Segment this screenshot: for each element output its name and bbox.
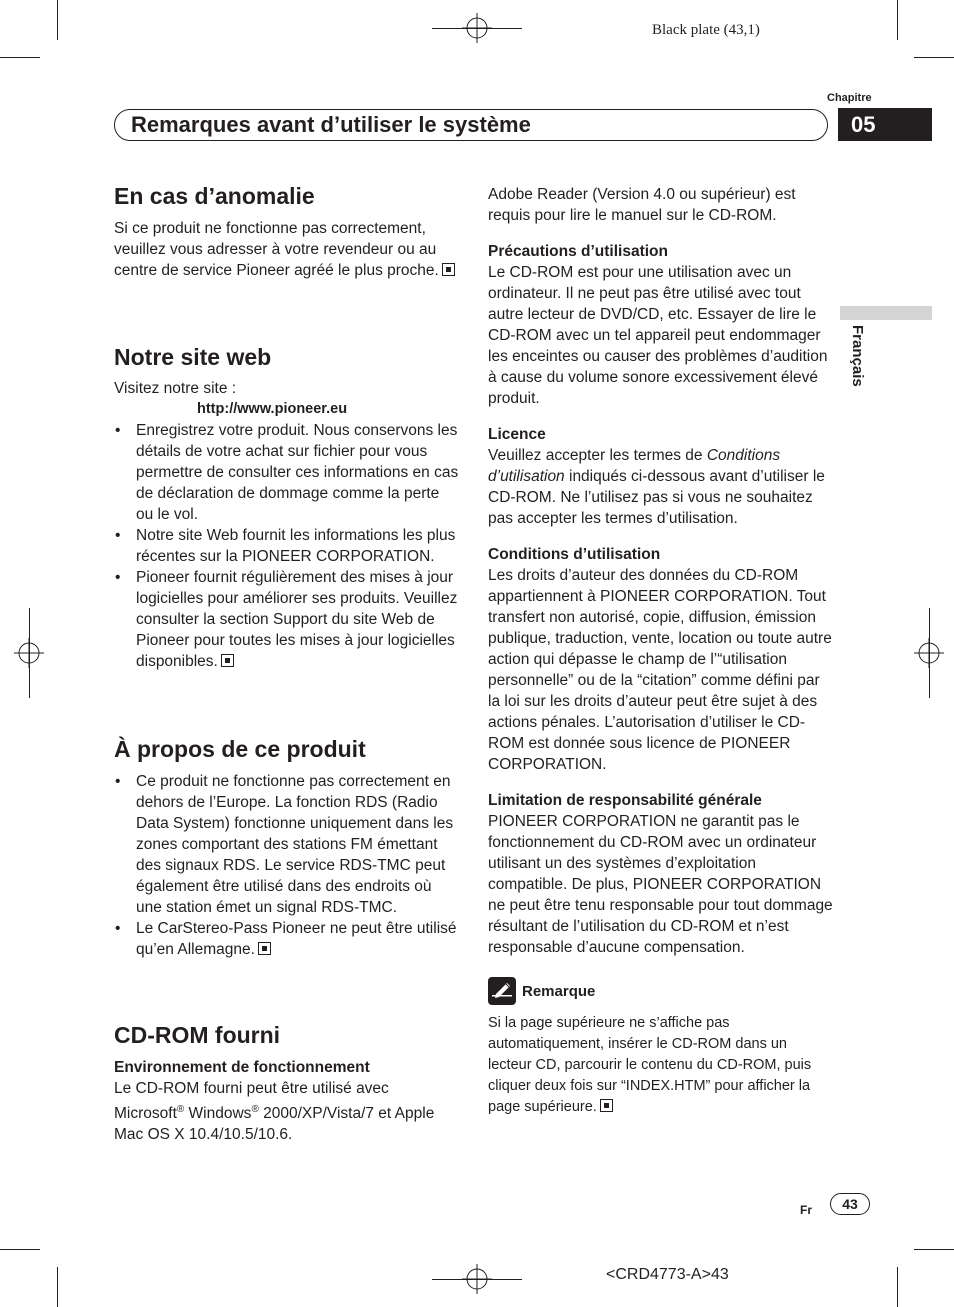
crop-mark: [57, 1267, 58, 1307]
list-item: • Notre site Web fournit les informations les plus récentes sur la PIONEER CORPORATION.: [114, 525, 459, 567]
crop-mark: [914, 1249, 954, 1250]
section-site: [114, 343, 459, 672]
text-part: Veuillez accepter les termes de: [488, 447, 707, 464]
section-title: En cas d’anomalie: [114, 183, 315, 209]
site-url-link[interactable]: http://www.pioneer.eu: [197, 401, 348, 417]
language-tab: [840, 306, 932, 320]
crop-mark: [897, 0, 898, 40]
text-part: Windows: [184, 1105, 252, 1123]
registration-line: [29, 608, 30, 698]
registered-mark: ®: [251, 1104, 259, 1115]
crop-mark: [897, 1267, 898, 1307]
subsection-title: Limitation de responsabilité générale: [488, 792, 762, 809]
paragraph: Le CD-ROM est pour une utilisation avec un ordinateur. Il ne peut pas être utilisé avec tout autre lecteur de DVD/CD, etc. Essayer de lire le CD-ROM avec un tel appareil peut endommager les enceintes ou causer des problèmes d’audition à cause du volume sonore excessivement élevé produit.: [488, 264, 828, 407]
paragraph-text: Si ce produit ne fonctionne pas correctement, veuillez vous adresser à votre revendeur ou au centre de service Pioneer agréé le plus proche.: [114, 220, 439, 279]
end-mark-icon: [258, 942, 271, 955]
note-title: Remarque: [522, 982, 596, 1000]
paragraph: [114, 1078, 459, 1145]
crop-mark: [0, 57, 40, 58]
subsection-title: Environnement de fonctionnement: [114, 1059, 370, 1076]
section-anomalie: [114, 182, 459, 281]
registration-line: [432, 1279, 522, 1280]
end-mark-icon: [442, 263, 455, 276]
subsection-title: Précautions d’utilisation: [488, 243, 668, 260]
section-title: CD-ROM fourni: [114, 1022, 281, 1048]
section-cdrom: [114, 1021, 459, 1145]
list-item: [114, 918, 459, 960]
section-title: À propos de ce produit: [114, 736, 366, 762]
paragraph: [488, 445, 833, 529]
paragraph: [114, 218, 459, 281]
paragraph: Les droits d’auteur des données du CD-ROM appartiennent à PIONEER CORPORATION. Tout transfert non autorisé, copie, diffusion, émission publique, traduction, vente, location ou toute autre action qui dépasse le champ de l’“utilisation personnelle” ou de la “citation” comme défini par la loi sur les droits d’auteur peut être sujet à des actions pénales. L’autorisation d’utiliser le CD-ROM est donnée sous licence de PIONEER CORPORATION.: [488, 567, 832, 773]
list-item: [114, 567, 459, 672]
subsection-title: Licence: [488, 426, 546, 443]
list-item-text: Pioneer fournit régulièrement des mises à jour logicielles pour améliorer ses produits. Veuillez consulter la section Support du site Web de Pioneer pour toutes les mises à jour logicielles disponibles.: [136, 569, 458, 670]
registration-line: [929, 608, 930, 698]
text-part: Le CD-ROM fourni peut être utilisé avec Microsoft: [114, 1080, 389, 1123]
registration-line: [432, 28, 522, 29]
list-item: • Enregistrez votre produit. Nous conservons les détails de votre achat sur fichier pour vous permettre de consulter ces informations en cas de déclaration de dommage comme la perte ou le vol.: [114, 420, 459, 525]
chapter-number: 05: [838, 108, 932, 141]
note-paragraph: [488, 1013, 833, 1118]
site-intro: Visitez notre site :: [114, 380, 237, 397]
crop-mark: [57, 0, 58, 40]
right-column: [488, 184, 833, 1118]
crop-mark: [0, 1249, 40, 1250]
section-produit: [114, 735, 459, 960]
registered-mark: ®: [176, 1104, 185, 1115]
paragraph: PIONEER CORPORATION ne garantit pas le fonctionnement du CD-ROM avec un ordinateur utilisant un des systèmes d’exploitation compatible. De plus, PIONEER CORPORATION ne peut être tenu responsable pour tout dommage résultant de l’utilisation du CD-ROM et n’est responsable d’aucune compensation.: [488, 813, 833, 956]
language-label-wrap: [835, 325, 875, 405]
paragraph: Adobe Reader (Version 4.0 ou supérieur) est requis pour lire le manuel sur le CD-ROM.: [488, 186, 796, 224]
section-title: Notre site web: [114, 344, 272, 370]
pencil-note-icon: [488, 977, 516, 1005]
subsection-title: Conditions d’utilisation: [488, 546, 661, 563]
plate-label: Black plate (43,1): [652, 22, 760, 38]
note-header: [488, 977, 833, 1005]
end-mark-icon: [221, 654, 234, 667]
language-label: Français: [849, 325, 866, 387]
list-item-text: Le CarStereo-Pass Pioneer ne peut être utilisé qu’en Allemagne.: [136, 920, 457, 958]
text-italic: Conditions d’utilisation: [488, 447, 781, 485]
list-item: • Ce produit ne fonctionne pas correctement en dehors de l’Europe. La fonction RDS (Radio Data System) fonctionne uniquement dans les zones comportant des stations FM émettant des signaux RDS. Le service RDS-TMC peut également être utilisé dans des endroits où une station émet un signal RDS-TMC.: [114, 771, 459, 918]
text-part: indiqués ci-dessous avant d’utiliser le CD-ROM. Ne l’utilisez pas si vous ne souhaitez pas accepter les termes d’utilisation.: [488, 468, 825, 527]
page-number: 43: [830, 1193, 870, 1215]
end-mark-icon: [600, 1099, 613, 1112]
document-code: <CRD4773-A>43: [606, 1266, 729, 1283]
crop-mark: [914, 57, 954, 58]
text-part: 2000/XP/Vista/7 et Apple Mac OS X 10.4/10.5/10.6.: [114, 1105, 435, 1144]
page-title: Remarques avant d’utiliser le système: [131, 112, 531, 137]
note-text: Si la page supérieure ne s’affiche pas automatiquement, insérer le CD-ROM dans un lecteur CD, parcourir le contenu du CD-ROM, puis cliquer deux fois sur “INDEX.HTM” pour afficher la page supérieure.: [488, 1015, 812, 1115]
footer-language: Fr: [800, 1203, 812, 1217]
chapter-label: Chapitre: [827, 92, 872, 104]
